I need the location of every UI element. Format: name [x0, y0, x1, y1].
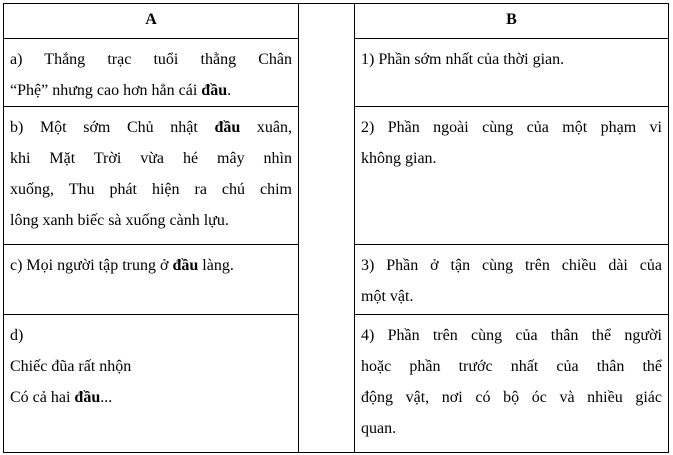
item-c	[3, 244, 299, 315]
header-col-b-label: B	[506, 11, 517, 28]
item-4-line-2: hoặc phần trước nhất của thân thể	[361, 358, 662, 375]
keyword-dau: đầu	[214, 119, 241, 136]
item-a	[3, 38, 299, 107]
item-d	[3, 314, 299, 453]
item-3-line-2: một vật.	[361, 288, 414, 305]
gap-column	[298, 3, 355, 453]
keyword-dau: đầu	[201, 82, 228, 99]
item-2-line-1: 2) Phần ngoài cùng của một phạm vi	[361, 119, 662, 136]
item-d-line-1: d)	[10, 327, 24, 344]
item-a-line-1: a) Thắng trạc tuổi thằng Chân	[10, 51, 292, 68]
item-c-line-1: c) Mọi người tập trung ở đầu làng.	[10, 257, 234, 274]
item-b-line-2: khi Mặt Trời vừa hé mây nhìn	[10, 150, 292, 167]
item-b	[3, 106, 299, 245]
item-4-line-1: 4) Phần trên cùng của thân thể người	[361, 327, 662, 344]
item-4-line-3: động vật, nơi có bộ óc và nhiều giác	[361, 389, 662, 406]
item-a-line-2: “Phệ” nhưng cao hơn hẳn cái đầu.	[10, 82, 232, 99]
item-b-line-1: b) Một sớm Chủ nhật đầu xuân,	[10, 119, 292, 136]
header-col-b	[354, 3, 669, 39]
keyword-dau: đầu	[74, 389, 101, 406]
item-b-line-4: lông xanh biếc sà xuống cành lựu.	[10, 212, 229, 229]
item-3	[354, 244, 669, 315]
header-col-a-label: A	[145, 11, 157, 28]
item-4	[354, 314, 669, 453]
item-1	[354, 38, 669, 107]
item-2	[354, 106, 669, 245]
header-col-a	[3, 3, 299, 39]
item-4-line-4: quan.	[361, 420, 397, 437]
item-3-line-1: 3) Phần ở tận cùng trên chiều dài của	[361, 257, 662, 274]
item-1-line-1: 1) Phần sớm nhất của thời gian.	[361, 51, 565, 68]
item-2-line-2: không gian.	[361, 150, 437, 167]
item-b-line-3: xuống, Thu phát hiện ra chú chim	[10, 181, 292, 198]
item-d-line-3: Có cả hai đầu...	[10, 389, 113, 406]
item-d-line-2: Chiếc đũa rất nhộn	[10, 358, 132, 375]
keyword-dau: đầu	[172, 257, 199, 274]
